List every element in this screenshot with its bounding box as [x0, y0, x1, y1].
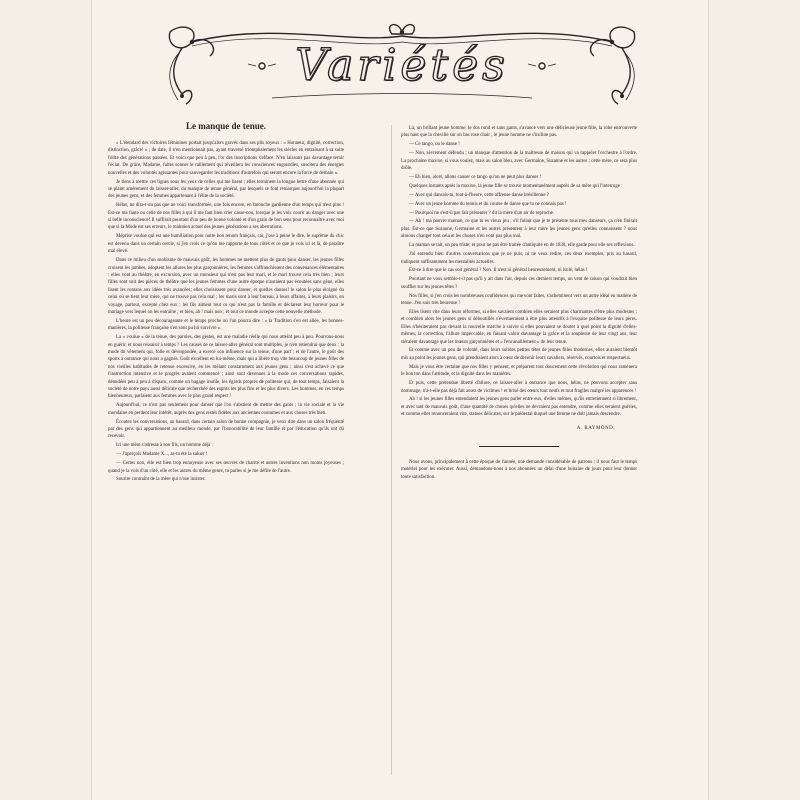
paragraph: Et comme avec un peu de volonté, dans leurs solides petites têtes de jeunes filles modernes, elles auraient bientôt mis au point les jeunes gens, qui prendraient alors à cœur de devenir leurs cavaliers, réservés, courtois et respectueux.: [401, 348, 637, 361]
dialogue-line: — Avec qui dansais-tu, tout-à-l'heure, cette affreuse danse brésilienne ?: [409, 192, 549, 198]
paragraph: Je tiens à mettre ces lignes sous les yeux de celles qui me lisent ; elles terminent la longue lettre d'une abonnée qui se plaint amèrement du laisser-aller, du manque de tenue général, par lesquels se font remarquer aujourd'hui la plupart des jeunes gens, et des femmes appartenant à l'élite de la société.: [108, 179, 344, 200]
dialogue-line: — J'aperçois Madame X..., as-tu été la saluer !: [116, 452, 208, 458]
paragraph: Quelques instants après la maxixe, la jeune fille se trouve momentanément auprès de sa mère qui l'interroge :: [409, 183, 623, 189]
paragraph: Et puis, cette prétendue liberté d'allure, ce laisser-aller à outrance que nous, hélas, ne pouvons accepter sans dommage, n'a-t-elle pas déjà fait assez de victimes ! et brisé des cœurs tout neufs et tout fragiles malgré les apparences !: [401, 381, 637, 394]
paragraph: Mais je vous être certaine que nos filles y pensent, et préparent tout doucement cette révolution qui nous ramènera le bon ton dans l'attitude, et la dignité dans les manières.: [401, 364, 637, 378]
paragraph: Méprise voulue qui est une humiliation pour notre bon renom français, car, j'ose à peine le dire, le suprême du chic est devenu dans un certain cercle, si j'en crois ce qu'on me rapporte de tous côtés et ce que je vois ici et là, de paraître mal élevé.: [108, 234, 344, 255]
newspaper-page: [92, 0, 708, 800]
article-title: Le manque de tenue.: [185, 121, 266, 131]
paragraph: Est-ce à dire que le cas soit général ? Non. Il n'est ni général heureusement, ni isolé, hélas !: [409, 268, 588, 274]
paragraph: Nos filles, si j'en crois les nombreuses confidences qui me sont faites, s'acheminent vers un autre idéal en matière de tenue. J'en suis très heureuse !: [401, 293, 637, 307]
paragraph: Elles lisent vite dans leurs réformes, si elles savaient combien elles seraient plus charmantes d'être plus modestes ; et combien alors les jeunes gens si déboutillés s'évertueraient à être plus attentifs à l'exquise politesse de leurs pères. Elles n'hésiteraient pas devant la nouvelle marche à suivre si elles pouvaient se douter à quel point la dignité d'elles-mêmes, la correction, l'allure impeccable, en faisant valoir davantage la grâce et la souplesse de leur vingt ans, leur siéraient davantage que les mœurs garçonnières et « l'encanaillement » de leur tenue.: [401, 309, 637, 345]
paragraph: Ah ! si les jeunes filles entendaient les jeunes gens parler entre eux, d'elles mêmes, qu'ils entretiennent si librement, et avec tant de mauvais goût, d'une quantité de choses qu'elles ne devraient pas entendre, comme elles seraient guéries, et comme elles renonceraient vite, statues délicates, sur le piédestal duquel une femme ne doit jamais descendre.: [401, 397, 637, 418]
paragraph: Aujourd'hui, ce n'est pas seulement pour danser que l'on s'abstient de mettre des gants ; la vie sociale et la vie mondaine en perdent leur intérêt, auprès des gens restés fidèles aux anciennes coutumes et aux choses très bien.: [108, 403, 344, 416]
section-title: Variétés: [295, 40, 509, 91]
variety-banner: [152, 14, 652, 109]
paragraph: « L'étendard des victoires féminines portait jusqu'alors gravés dans ses plis soyeux : « Honneur, dignité, correction, distinction, grâce! » ; de date, il n'en mentionnait pas, ayant traversé triomphalement les siècles en entraînant à sa suite l'élite des générations passées. Et voici que peu à peu, l'or des inscriptions s'efface. N'en laissons pas davantage ternir l'éclat. De grâce, Madame, faites sonner le ralliement qui réveillera les consciences engourdies, suscitera des énergies nouvelles et des volontés agissantes pour sauvegarder les traditions d'autrefois qui seront encore la force de demain ».: [108, 141, 344, 176]
separator-rule: [479, 446, 559, 447]
dialogue-line: — Non, sèvrement défendu ; un manque d'attention de la maîtresse de maison qui va rappeler l'orchestre à l'ordre. La prochaine maxixe, si vous voulez, mais au salon bleu, avec Germaine, Suzanne et les autres ; cette mère, ce sera plus drôle.: [401, 151, 637, 172]
dialogue-line: — Avec un jeune homme du tennis et du course de danse que tu ne connais pas !: [409, 201, 567, 207]
dialogue-line: — Certes non, elle est bien trop ennuyeuse avec ses œuvres de charité et autres inventions non moins joyeuses ; quand je la vois d'un côté, elle et les autres du même genre, tu parles si je me défile de l'autre.: [108, 461, 344, 474]
dialogue-line: — Pourquoi ne s'est-il pas fait présenter ? dit la mère d'un air de reproche.: [409, 210, 555, 216]
paragraph: Écoutez les conversations, au hasard, dans certain salon de bonne compagnie, je veux dire dans un salon fréquenté par des gens qui appartiennent au meilleur monde, par l'honorabilité de leur famille et par l'éducation qu'ils ont dû recevoir.: [108, 419, 344, 440]
paragraph: L'heure est un peu décourageante et le temps proche où l'on pourra dire : « la Tradition s'en est allée, les bonnes-manières, la politesse française s'en sont pu lui survivre ».: [108, 318, 344, 332]
dialogue-line: — Ce tango, ou le danse !: [409, 142, 460, 148]
editorial-note: Nous avons, principalement à cette époque de l'année, une demande considérable de patrons ; il nous faut le temps matériel pour les exécuter. Aussi, demandons-nous à nos abonnées un délai d'une huitaine de jours pour leur donner toute satisfaction.: [401, 460, 637, 480]
paragraph: La maman se tait, un peu triste; et pour ne pas être traitée d'antiquité en de 1830, elle garde pour elle ses réflexions.: [409, 243, 635, 249]
paragraph: Pourtant ne vous semble-t-il pas qu'il y ait dans l'air, depuis ces derniers temps, un vent de raison qui voudrait bien souffler sur les jeunes têtes ?: [401, 277, 637, 290]
dialogue-line: — Eh bien, alors, allons causer ce tango qu'on ne peut plus danser !: [409, 174, 542, 180]
author-signature: A. RAYMOND.: [576, 425, 615, 431]
paragraph: J'ai entendu bien d'autres conversations que je ne puis, ni ne veux redire, ces deux exemples, pris au hasard, indiquent suffisamment les mentalités actuelles.: [401, 252, 637, 265]
left-column: [108, 120, 344, 796]
column-divider: [391, 125, 392, 775]
paragraph: La « voulue » de la tenue, des paroles, des gestes, est une maladie réelle qui nous atteint peu à peu. Pourrons-nous en guérir, et nous ressaisir à temps ? Les causes de ce laisser-aller général sont multiples, je n'en retiendrai que deux : la mode du vêtement qui, folle et dévergondée, a exercé son influence sur la tenue, d'une part ; et de l'autre, le goût des sports à outrance qui nous a gagnés. Goût excellent en lui-même, mais qui a libéré trop vite beaucoup de jeunes filles de nos vieilles habitudes de retenue excessive, en les mêlant constamment aux jeunes gens ; ainsi s'est achevé ce que l'instruction intensive et le progrès avaient commencé ; ainsi sont devenues à la mode ces conversations rapides, dénudées peu à peu à disparu, comme un bagage inutile, les égards propres de politesse qui, de tout temps, faisaient la société de notre pays aussi délicate que recherchée des esprits les plus fins et les plus divers. Les hommes, en ces temps bienheureux, parlaient aux femmes avec le plus grand respect !: [108, 335, 344, 400]
dialogue-line: — Ah ! ma pauvre maman, ce que tu es vieux jeu ; s'il fallait que je te présente tous mes danseurs, ça n'en finirait plus. Est-ce que Suzanne, Germaine et les autres présentent à leur mère les jeunes gens qu'elles connaissent ? nous aimons changer tout cela et les choses n'en vont pas plus mal.: [401, 219, 637, 240]
paragraph: Dans ce milieu d'un snobisme de mauvais goût, les hommes ne mettent plus de gants pour danser, les jeunes filles croisent les jambes, adoptent les allures les plus garçonnières, les femmes s'affranchissent des convenances élémentaires : elles vont au théâtre, en excursion, avec un monsieur qui n'est pas leur mari, et le mari trouve cela très bien ; leurs filles sont soit des pièces de théâtre que les jeunes femmes d'une autre époque n'auraient pas écoutées sans gêne, elles lisent les romans aux idées très avancées; elles choisissent pour danser, et quelles danses! le salon le plus éloigné du celui où se tient leur mère, qui ne trouve pas cela mal ; les maris sont à leur bureau, à leurs affaires, à leurs plaisirs, en voyage, partout, excepté chez eux ; les fils aimeut tout ce qui n'est pas la famille et déclarent leur horreur pour le mariage vers lequel on les entraîne ; et bien, ah ! mais non ; et tout ce monde accepte cette nouvelle méthode.: [108, 258, 344, 315]
paragraph: Ici une mère s'adresse à son fils, un homme déjà :: [116, 443, 213, 449]
paragraph: Hélas, ne dira-t-on pas que ne voici transformée, une fois encore, en farouche gardienne d'un temps qui n'est plus ! Est-ce ma faute ou celle de nos filles à qui il me faut bien crier casse-cou, lorsque je les vois courir au danger avec une si belle inconscience! Il suffirait pourtant d'un peu de bonne volonté et d'un grain de bon sens pour reconnaître avec moi que si la Mode est ses erreurs, le maintien actuel des jeunes générations a ses aberrations.: [108, 203, 344, 231]
paragraph: Là, un brillant jeune homme, le dos rond et sans gants, s'avance vers une délicieuse jeune fille, la robe entr'ouverte plus haut que la cheville sur un bas rose chair ; le jeune homme ne s'incline pas.: [401, 126, 637, 139]
right-column: [401, 125, 637, 795]
paragraph: Sourire contraint de la mère qui n'ose insister.: [116, 477, 206, 483]
